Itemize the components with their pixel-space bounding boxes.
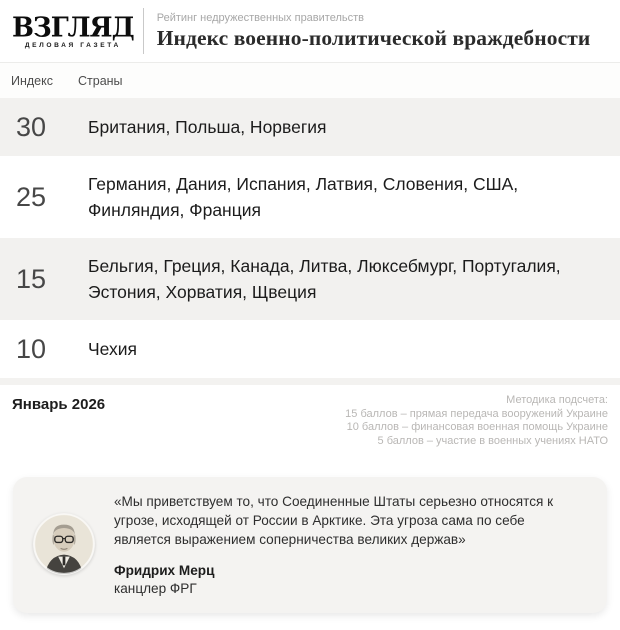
column-header-index: Индекс [11, 74, 53, 88]
logo-tagline: ДЕЛОВАЯ ГАЗЕТА [24, 41, 121, 49]
logo-name: ВЗГЛЯД [12, 11, 134, 44]
table-row [0, 156, 620, 238]
countries-list: Чехия [88, 339, 138, 359]
quote-content [114, 492, 584, 596]
methodology-line: 15 баллов – прямая передача вооружений Украине [345, 407, 608, 420]
vzglyad-logo [12, 13, 134, 50]
methodology-line: 10 баллов – финансовая военная помощь Украине [346, 421, 608, 433]
quote-author-role: канцлер ФРГ [114, 581, 197, 596]
methodology-line: 5 баллов – участие в военных учениях НАТО [377, 434, 608, 447]
hostility-table [0, 63, 620, 385]
countries-list: Бельгия, Греция, Канада, Литва, Люксебмург, Португалия, Эстония, Хорватия, Щвеция [88, 256, 561, 302]
column-header-countries: Страны [78, 74, 123, 88]
table-row [0, 320, 620, 378]
kicker: Рейтинг недружественных правительств [156, 11, 364, 24]
table-end-band [0, 378, 620, 385]
countries-list: Британия, Польша, Норвегия [88, 117, 327, 137]
table-row [0, 238, 620, 320]
methodology-line: Методика подсчета: [506, 394, 608, 406]
index-value: 30 [16, 111, 47, 142]
page-title: Индекс военно-политической враждебности [156, 25, 591, 50]
title-block [157, 12, 591, 51]
quote-card [13, 477, 607, 613]
quote-author: Фридрих Мерц [114, 563, 215, 578]
table-footer [0, 385, 620, 448]
countries-list: Германия, Дания, Испания, Латвия, Словения, США, Финляндия, Франция [88, 174, 519, 220]
quote-text: «Мы приветствуем то, что Соединенные Штаты серьезно относятся к угрозе, исходящей от России в Арктике. Эта угроза сама по себе является выражением соперничества великих держав» [114, 494, 554, 547]
masthead [0, 0, 620, 62]
merz-portrait-icon [33, 513, 95, 575]
period-label: Январь 2026 [12, 396, 106, 413]
methodology-note [345, 394, 608, 448]
index-value: 15 [16, 263, 47, 294]
header-divider [143, 8, 144, 54]
table-row [0, 98, 620, 156]
table-column-headers [0, 63, 620, 98]
index-value: 25 [16, 181, 47, 212]
index-value: 10 [16, 333, 47, 364]
